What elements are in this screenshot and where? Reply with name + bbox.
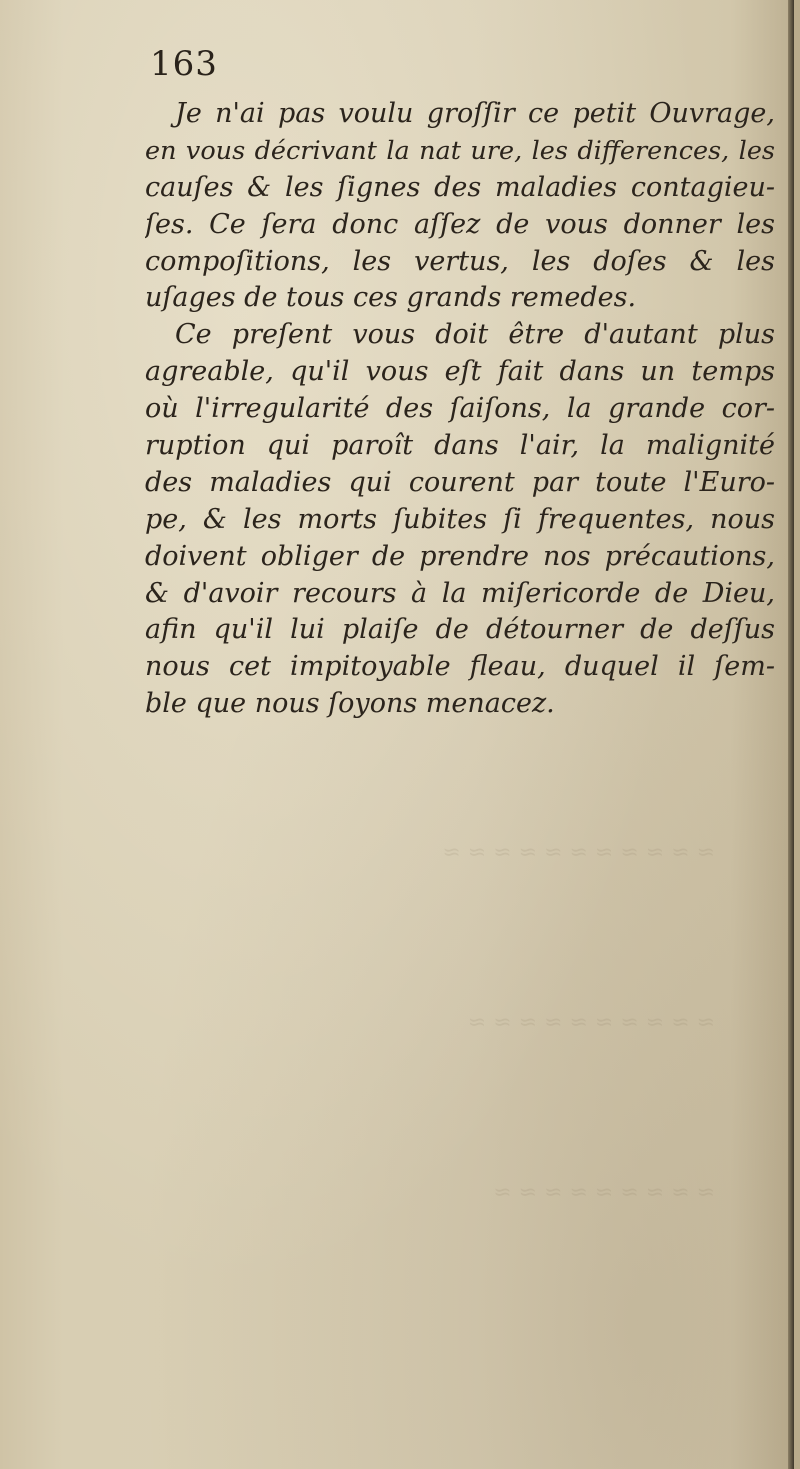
text-line: en vous décrivant la nat ure, les differences, les xyxy=(145,135,775,166)
text-line: des maladies qui courent par toute l'Euro- xyxy=(145,466,775,498)
paragraph-2 xyxy=(145,317,775,723)
text-line: afin qu'il lui plaiſe de détourner de deſſus xyxy=(145,614,775,646)
page-number: 163 xyxy=(150,44,218,84)
show-through-ink-2: ≈ ≈ ≈ ≈ ≈ ≈ ≈ ≈ ≈ ≈ xyxy=(467,1010,715,1035)
text-line: Je n'ai pas voulu groſſir ce petit Ouvrage, xyxy=(175,98,775,129)
text-line: compoſitions, les vertus, les doſes & les xyxy=(145,245,775,277)
text-line: pe, & les morts ſubites ſi frequentes, nous xyxy=(145,503,775,535)
show-through-ink: ≈ ≈ ≈ ≈ ≈ ≈ ≈ ≈ ≈ ≈ ≈ xyxy=(442,840,715,865)
text-line: où l'irregularité des ſaiſons, la grande cor- xyxy=(145,393,775,425)
body-text xyxy=(145,96,775,723)
text-line: cauſes & les ſignes des maladies contagieu- xyxy=(145,171,775,203)
text-line: Ce preſent vous doit être d'autant plus xyxy=(175,319,775,351)
text-line: nous cet impitoyable fleau, duquel il ſem- xyxy=(145,651,775,683)
page-edge-shadow xyxy=(788,0,794,1469)
text-line: agreable, qu'il vous eſt fait dans un temps xyxy=(145,356,775,388)
paragraph-1 xyxy=(145,96,775,317)
text-line: doivent obliger de prendre nos précautions, xyxy=(145,540,775,572)
show-through-ink-3: ≈ ≈ ≈ ≈ ≈ ≈ ≈ ≈ ≈ xyxy=(493,1180,715,1205)
text-line: ble que nous ſoyons menacez. xyxy=(145,688,555,720)
text-line: ruption qui paroît dans l'air, la malignité xyxy=(145,430,775,462)
text-line: uſages de tous ces grands remedes. xyxy=(145,282,637,314)
text-line: & d'avoir recours à la miſericorde de Dieu, xyxy=(145,577,775,609)
text-line: ſes. Ce ſera donc aſſez de vous donner les xyxy=(145,208,775,240)
